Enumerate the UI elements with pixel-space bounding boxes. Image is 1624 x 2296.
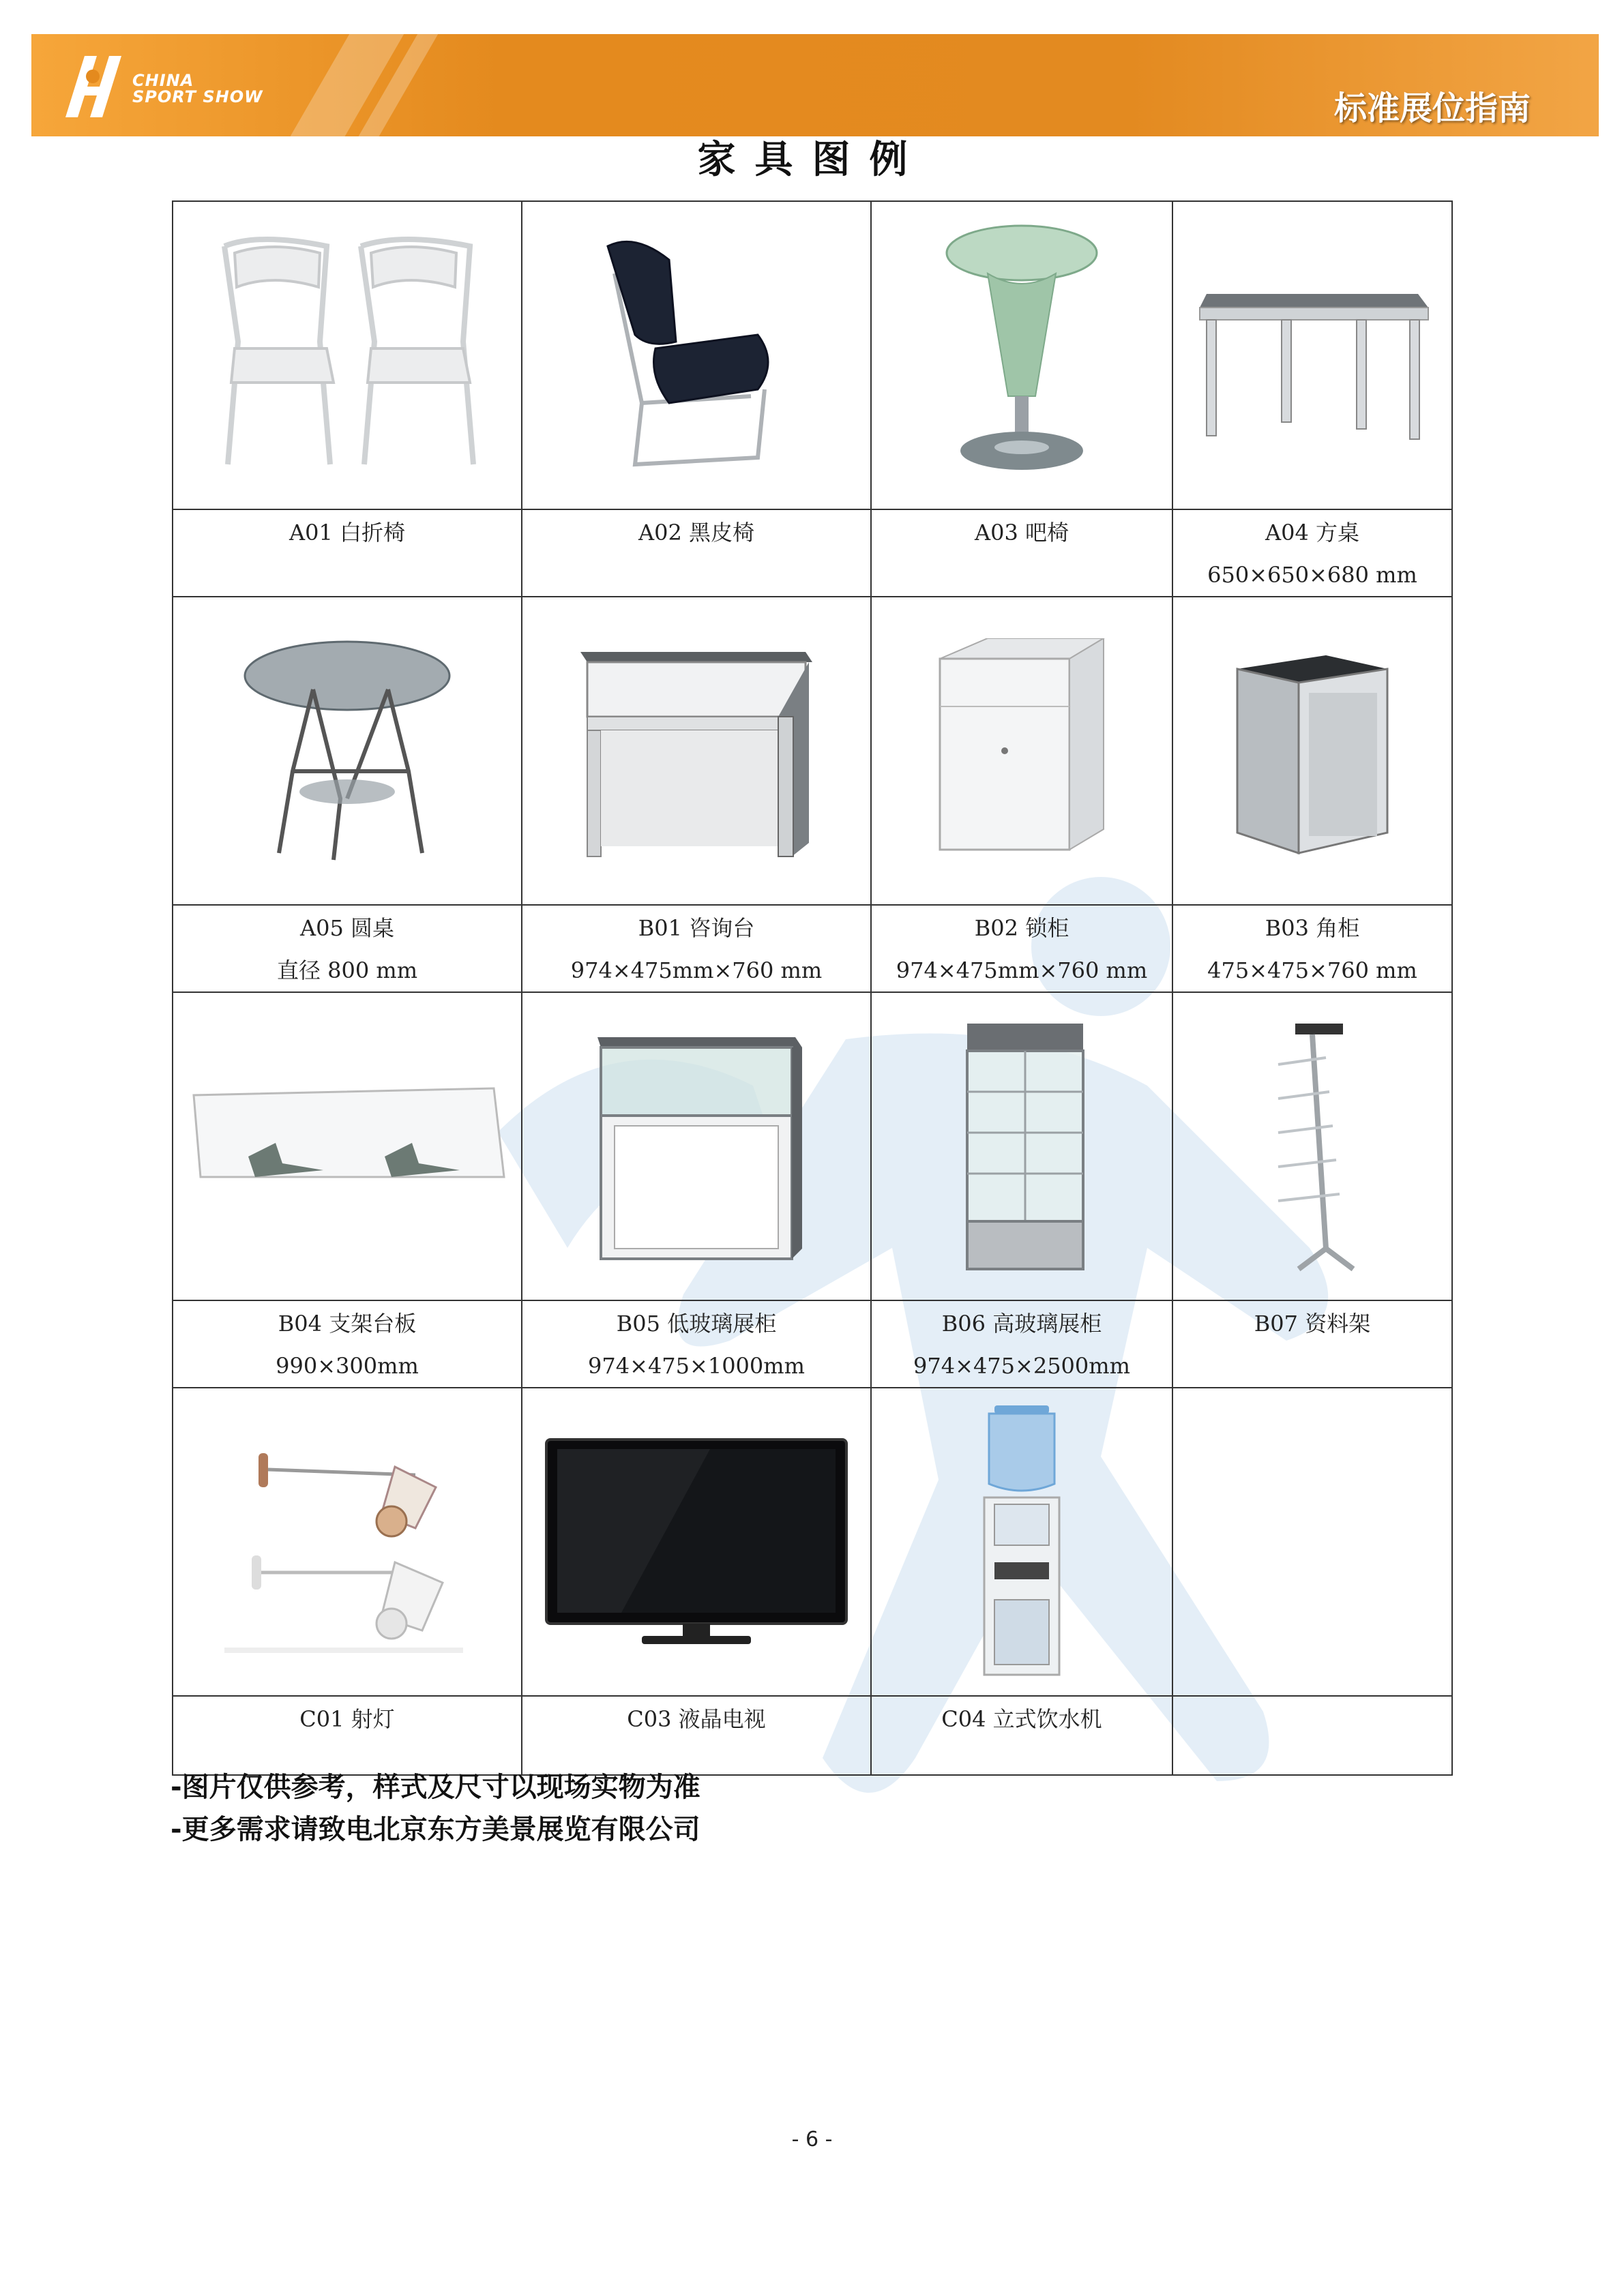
logo-line-2: SPORT SHOW (132, 87, 263, 106)
item-name: B04 支架台板 (278, 1311, 417, 1337)
cell-empty-label (1172, 1696, 1452, 1775)
cell-a03-image (871, 201, 1172, 509)
item-name: A01 白折椅 (289, 520, 405, 546)
table-row (173, 905, 1452, 992)
item-name: C01 射灯 (299, 1706, 395, 1732)
item-name: B02 锁柜 (974, 915, 1069, 941)
table-row (173, 201, 1452, 509)
item-size: 974×475×1000mm (588, 1353, 805, 1379)
cell-b07-image (1172, 992, 1452, 1300)
cell-a01-image (173, 201, 522, 509)
item-name: A05 圆桌 (299, 915, 394, 941)
logo-mark-icon (52, 49, 134, 124)
cell-a05-image (173, 597, 522, 905)
cell-a01-label (173, 509, 522, 597)
cell-empty-image (1172, 1388, 1452, 1696)
logo-line-1: CHINA (132, 71, 194, 90)
cell-b01-label (522, 905, 871, 992)
item-name: A04 方桌 (1265, 520, 1359, 546)
cell-c01-image (173, 1388, 522, 1696)
table-row (173, 597, 1452, 905)
header-title: 标准展位指南 (1333, 89, 1531, 128)
note-contact: -更多需求请致电北京东方美景展览有限公司 (171, 1814, 700, 1845)
cell-a04-image (1172, 201, 1452, 509)
cell-b03-image (1172, 597, 1452, 905)
cell-b02-image (871, 597, 1172, 905)
item-size: 974×475mm×760 mm (570, 957, 823, 983)
item-name: A03 吧椅 (974, 520, 1069, 546)
item-name: C04 立式饮水机 (941, 1706, 1102, 1732)
cell-c04-image (871, 1388, 1172, 1696)
cell-b04-image (173, 992, 522, 1300)
cell-b03-label (1172, 905, 1452, 992)
page-title: 家具图例 (697, 138, 927, 182)
lock-cabinet-icon (933, 638, 1110, 863)
item-size: 990×300mm (276, 1353, 419, 1379)
table-row (173, 509, 1452, 597)
cell-c03-image (522, 1388, 871, 1696)
item-size: 直径 800 mm (276, 957, 418, 983)
cell-a02-label (522, 509, 871, 597)
furniture-table (172, 200, 1453, 1776)
cell-b02-label (871, 905, 1172, 992)
cell-a02-image (522, 201, 871, 509)
brochure-rack-icon (1265, 1017, 1360, 1276)
cell-a05-label (173, 905, 522, 992)
cell-b05-label (522, 1300, 871, 1388)
spotlight-icon (211, 1426, 484, 1658)
corner-cabinet-icon (1224, 642, 1401, 860)
cell-b04-label (173, 1300, 522, 1388)
shelf-board-icon (187, 1082, 507, 1211)
note-reference-only: -图片仅供参考，样式及尺寸以现场实物为准 (171, 1772, 700, 1803)
tall-glass-showcase-icon (954, 1017, 1090, 1276)
table-row (173, 1388, 1452, 1696)
cell-b07-label (1172, 1300, 1452, 1388)
water-dispenser-icon (974, 1402, 1069, 1682)
table-row (173, 1696, 1452, 1775)
cell-b06-label (871, 1300, 1172, 1388)
round-table-icon (238, 635, 456, 867)
item-name: B06 高玻璃展柜 (941, 1311, 1102, 1337)
item-name: B03 角柜 (1265, 915, 1360, 941)
item-name: A02 黑皮椅 (638, 520, 754, 546)
item-size: 974×475mm×760 mm (896, 957, 1148, 983)
cell-b06-image (871, 992, 1172, 1300)
item-name: C03 液晶电视 (627, 1706, 766, 1732)
square-table-icon (1193, 267, 1432, 444)
item-name: B05 低玻璃展柜 (616, 1311, 777, 1337)
bar-stool-icon (940, 219, 1104, 492)
notes (171, 1766, 700, 1851)
item-size: 475×475×760 mm (1207, 957, 1417, 983)
table-row (173, 1300, 1452, 1388)
page-number: - 6 - (791, 2128, 833, 2151)
item-name: B01 咨询台 (638, 915, 755, 941)
table-row (173, 992, 1452, 1300)
header-banner (31, 34, 1599, 136)
info-desk-icon (574, 638, 819, 863)
china-sport-show-logo (52, 49, 270, 124)
item-size: 974×475×2500mm (913, 1353, 1130, 1379)
item-name: B07 资料架 (1254, 1311, 1371, 1337)
cell-a04-label (1172, 509, 1452, 597)
folding-chair-icon (197, 233, 497, 478)
cell-c04-label (871, 1696, 1172, 1775)
lcd-tv-icon (540, 1433, 853, 1651)
black-leather-chair-icon (594, 233, 799, 478)
cell-b01-image (522, 597, 871, 905)
cell-c03-label (522, 1696, 871, 1775)
low-glass-showcase-icon (584, 1024, 809, 1269)
cell-b05-image (522, 992, 871, 1300)
cell-c01-label (173, 1696, 522, 1775)
item-size: 650×650×680 mm (1207, 562, 1417, 588)
cell-a03-label (871, 509, 1172, 597)
